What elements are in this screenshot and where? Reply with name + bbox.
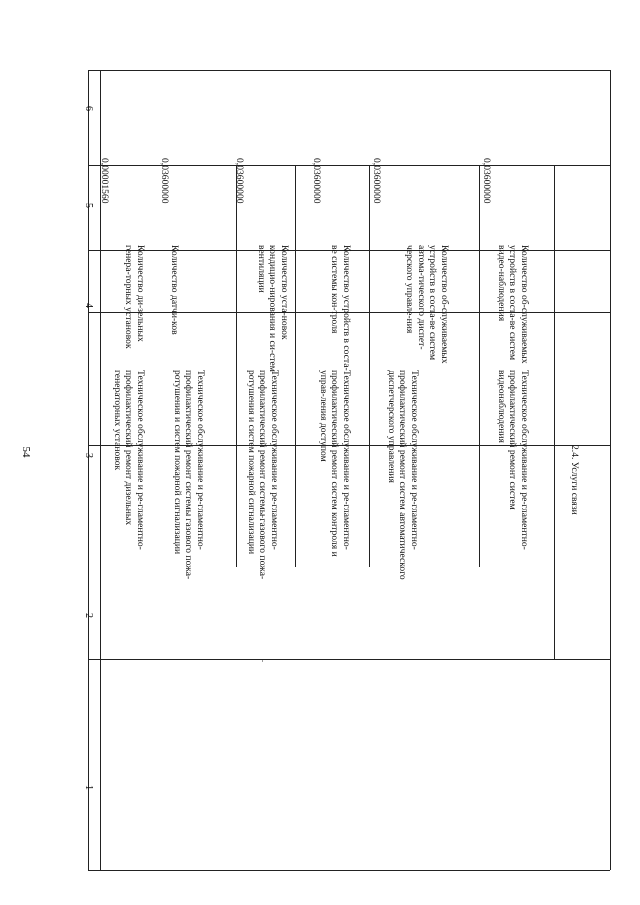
row-3-name: Техническое обслуживание и ре-гламентно-профилактический ремонт системы газового пожа-ротушения и систем пожарной сигнализации [246, 370, 280, 580]
row-2-unit: Количество датчи-ков [169, 245, 180, 335]
header-cell-5: 5 [83, 203, 94, 208]
row-5-norm: 0,03600000 [371, 158, 382, 204]
row-1-name: Техническое обслуживание и ре-гламентно-профилактический ремонт дизельных генераторных установок [112, 370, 146, 550]
header-cell-6: 6 [83, 106, 94, 111]
row-4-unit: Количество устройств в соста-ве системы кон-троля [329, 245, 352, 371]
row-5-unit: Количество об-служиваемых устройств в соста-ве систем автома-тического диспет-черского управле-ния [404, 245, 450, 364]
row-6-unit: Количество об-служиваемых устройств в соста-ве систем видео-наблюдения [496, 245, 530, 364]
grid-line [88, 70, 610, 71]
header-cell-2: 2 [83, 613, 94, 618]
grid-line [88, 70, 89, 870]
grid-line [610, 70, 611, 870]
row-6-name: Техническое обслуживание и ре-гламентно-профилактический ремонт систем видеонаблюдения [496, 370, 530, 550]
row-3-norm: 0,03600000 [234, 158, 245, 204]
grid-line [554, 165, 555, 567]
page-number: 54 [20, 446, 32, 458]
grid-line [554, 567, 555, 659]
row-4-name: Техническое обслуживание и ре-гламентно-профилактический ремонт систем контроля и управ-ления доступом [318, 370, 352, 557]
row-1-unit: Количество ди-зельных генера-торных установок [123, 245, 146, 349]
header-cell-1: 1 [83, 785, 94, 790]
grid-line [88, 870, 610, 871]
header-cell-3: 3 [83, 453, 94, 458]
row-2-norm: 0,03600000 [159, 158, 170, 204]
row-4-norm: 0,03600000 [311, 158, 322, 204]
row-6-norm: 0,03600000 [481, 158, 492, 204]
section-title: 2.4. Услуги связи [569, 445, 580, 515]
row-3-unit: Количество уста-новок кондицио-нирования и си-стем вентиляции [256, 245, 290, 372]
row-2-name: Техническое обслуживание и ре-гламентно-профилактический ремонт системы газового пожа-ротушения и систем пожарной сигнализации [172, 370, 206, 580]
header-cell-4: 4 [83, 303, 94, 308]
row-5-name: Техническое обслуживание и ре-гламентно-профилактический ремонт систем автоматического диспетчерского управления [386, 370, 420, 580]
row-1-norm: 0,00001560 [99, 158, 110, 204]
grid-line [295, 165, 296, 567]
grid-line [88, 659, 610, 660]
